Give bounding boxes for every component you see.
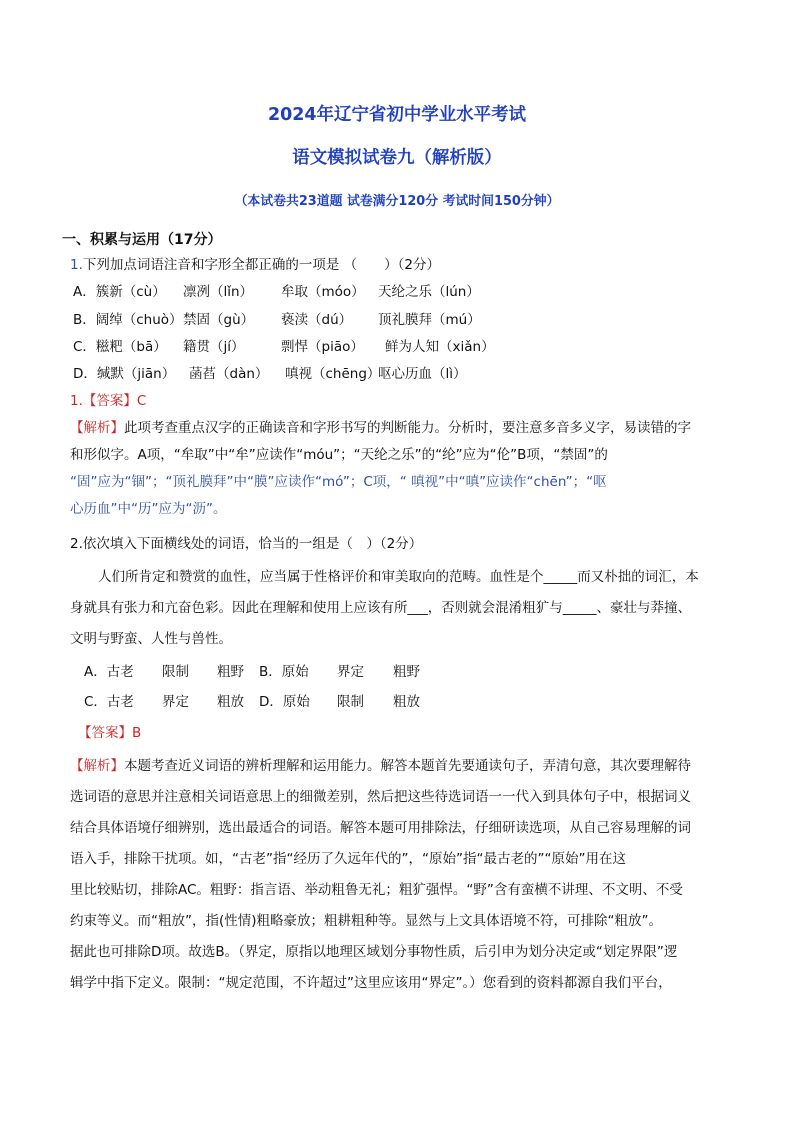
- q1-analysis-text-1: 此项考查重点汉字的正确读音和字形书写的判断能力。分析时，要注意多音多义字，易读错的字: [124, 420, 691, 436]
- q2-opt-a-1: A．古老: [84, 664, 134, 680]
- q1-analysis-line-4: 心历血”中“历”应为“沥”。: [70, 501, 227, 517]
- q2-analysis-line-8: 辑学中指下定义。限制：“规定范围，不许超过”这里应该用“界定”。）您看到的资料都源自我们平台，: [70, 975, 672, 991]
- q2-stem: 2.依次填入下面横线处的词语，恰当的一组是（ ）（2分）: [70, 536, 423, 552]
- q1-opt-d-4: 呕心历血（lì）: [378, 366, 467, 382]
- q2-passage-line-1: 人们所肯定和赞赏的血性，应当属于性格评价和审美取向的范畴。血性是个_____而又朴拙的词汇，本: [98, 569, 699, 585]
- q1-opt-c-1: C．糍粑（bā）: [73, 339, 167, 355]
- q1-opt-b-2: 禁固（gù）: [183, 312, 255, 328]
- q1-opt-b-1: B．阔绰（chuò）: [73, 312, 183, 328]
- q2-opt-c-3: 粗放: [217, 694, 244, 710]
- q2-opt-b-2: 界定: [337, 664, 364, 680]
- q1-analysis-line-1: [70, 418, 691, 438]
- q2-opt-d-1: D．原始: [259, 694, 310, 710]
- q2-analysis-line-3: 结合具体语境仔细辨别，选出最适合的词语。解答本题可用排除法，仔细研读选项，从自己容易理解的词: [70, 820, 691, 836]
- q2-answer: 【答案】B: [78, 725, 142, 741]
- q2-passage-line-2: 身就具有张力和亢奋色彩。因此在理解和使用上应该有所___，否则就会混淆粗犷与_____、豪壮与莽撞、: [70, 600, 691, 616]
- q1-stem-text: 下列加点词语注音和字形全都正确的一项是 （ ）（2分）: [82, 257, 441, 273]
- q1-answer: 1.【答案】C: [70, 393, 147, 409]
- q2-opt-c-1: C．古老: [84, 694, 134, 710]
- q2-opt-d-2: 限制: [337, 694, 364, 710]
- exam-subtitle: 语文模拟试卷九（解析版）: [292, 148, 502, 168]
- q1-opt-d-2: 菡萏（dàn）: [189, 366, 269, 382]
- q2-opt-a-2: 限制: [162, 664, 189, 680]
- q2-opt-d-3: 粗放: [393, 694, 420, 710]
- q1-opt-a-3: 牟取（móo）: [281, 284, 365, 300]
- q1-analysis-line-2: 和形似字。A项，“牟取”中“牟”应读作“móu”；“天纶之乐”的“纶”应为“伦”B项，“禁固”的: [70, 447, 608, 463]
- q2-analysis-line-6: 约束等义。而“粗放”，指(性情)粗略豪放；粗耕粗种等。显然与上文具体语境不符，可排除“粗放”。: [70, 913, 663, 929]
- q2-analysis-text-1: 本题考查近义词语的辨析理解和运用能力。解答本题首先要通读句子，弄清句意，其次要理解待: [124, 758, 691, 774]
- q1-opt-b-4: 顶礼膜拜（mú）: [378, 312, 481, 328]
- q1-number: 1.: [70, 257, 83, 273]
- q1-stem: [70, 255, 440, 275]
- q1-opt-b-3: 亵渎（dú）: [281, 312, 353, 328]
- q1-opt-a-4: 天纶之乐（lún）: [378, 284, 480, 300]
- q1-opt-a-2: 凛冽（lǐn）: [183, 284, 254, 300]
- q2-analysis-line-2: 选词语的意思并注意相关词语意思上的细微差别，然后把这些待选词语一一代入到具体句子中，根据词义: [70, 789, 691, 805]
- exam-info: （本试卷共23道题 试卷满分120分 考试时间150分钟）: [234, 194, 560, 209]
- exam-title: 2024年辽宁省初中学业水平考试: [267, 105, 526, 125]
- q2-analysis-line-4: 语入手，排除干扰项。如，“古老”指“经历了久远年代的”，“原始”指“最古老的”“原始”用在这: [70, 851, 626, 867]
- q2-opt-b-3: 粗野: [393, 664, 420, 680]
- q2-analysis-label: 【解析】: [70, 758, 124, 774]
- q2-analysis-line-7: 据此也可排除D项。故选B。（界定，原指以地理区域划分事物性质，后引申为划分决定或“划定界限”逻: [70, 944, 678, 960]
- q2-analysis-line-1: [70, 756, 691, 776]
- q2-opt-a-3: 粗野: [217, 664, 244, 680]
- q2-opt-c-2: 界定: [162, 694, 189, 710]
- section-heading: 一、积累与运用（17分）: [62, 232, 222, 248]
- q1-analysis-line-3: “固”应为“锢”；“顶礼膜拜”中“膜”应读作“mó”；C项，“ 嗔视”中“嗔”应读作“chēn”；“呕: [70, 474, 607, 490]
- q1-opt-c-3: 剽悍（piāo）: [281, 339, 364, 355]
- q1-analysis-label: 【解析】: [70, 420, 124, 436]
- q1-opt-d-1: D．缄默（jiān）: [73, 366, 176, 382]
- q1-opt-a-1: A．簇新（cù）: [73, 284, 166, 300]
- q2-opt-b-1: B．原始: [259, 664, 309, 680]
- q1-opt-c-2: 籍贯（jí）: [183, 339, 245, 355]
- q1-opt-d-3: 嗔视（chēng）: [285, 366, 381, 382]
- q2-analysis-line-5: 里比较贴切，排除AC。粗野：指言语、举动粗鲁无礼；粗犷强悍。“野”含有蛮横不讲理、不文明、不受: [70, 882, 683, 898]
- q2-passage-line-3: 文明与野蛮、人性与兽性。: [70, 631, 232, 647]
- q1-opt-c-4: 鲜为人知（xiǎn）: [385, 339, 495, 355]
